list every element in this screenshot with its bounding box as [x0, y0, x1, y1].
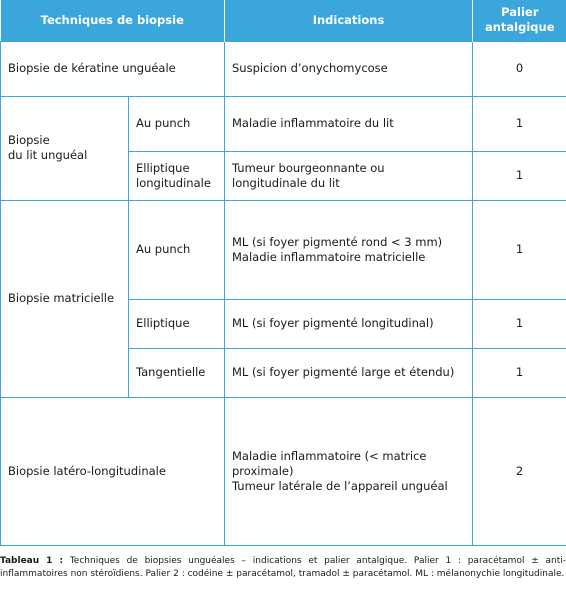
header-indications: Indications: [225, 0, 473, 41]
indication-line2: longitudinale du lit: [232, 175, 340, 190]
indication-cell: [225, 397, 473, 545]
indication-cell: Suspicion d’onychomycose: [225, 41, 473, 96]
subtechnique-cell: Elliptique: [129, 299, 225, 348]
indication-cell: ML (si foyer pigmenté longitudinal): [225, 299, 473, 348]
indication-line1: ML (si foyer pigmenté rond < 3 mm): [232, 234, 443, 249]
technique-cell: Biopsie latéro-longitudinale: [1, 397, 225, 545]
indication-line3: Tumeur latérale de l’appareil unguéal: [232, 478, 448, 493]
palier-cell: 1: [473, 151, 566, 200]
technique-cell: Biopsie de kératine unguéale: [1, 41, 225, 96]
palier-cell: 1: [473, 96, 566, 151]
subtechnique-cell: Au punch: [129, 200, 225, 299]
caption-text: Techniques de biopsies unguéales – indications et palier antalgique. Palier 1 : paracétamol ± anti-inflammatoires non stéroïdiens. Palier 2 : codéine ± paracétamol, tramadol ± paracétamol. ML : mélanonychie longitudinale.: [0, 556, 566, 579]
header-techniques: Techniques de biopsie: [1, 0, 225, 41]
table-row: [1, 96, 566, 151]
indication-cell: ML (si foyer pigmenté large et étendu): [225, 348, 473, 397]
palier-cell: 2: [473, 397, 566, 545]
group-label-line1: Biopsie: [8, 133, 50, 147]
palier-cell: 1: [473, 348, 566, 397]
table-row: [1, 200, 566, 299]
table-header-row: [1, 0, 566, 41]
table-row: [1, 41, 566, 96]
group-label-line2: du lit unguéal: [8, 148, 88, 162]
palier-cell: 0: [473, 41, 566, 96]
indication-line2: Maladie inflammatoire matricielle: [232, 249, 426, 264]
indication-line2: proximale): [232, 463, 294, 478]
header-palier-line2: antalgique: [484, 20, 555, 35]
palier-cell: 1: [473, 299, 566, 348]
subtechnique-cell: Au punch: [129, 96, 225, 151]
indication-cell: Maladie inflammatoire du lit: [225, 96, 473, 151]
subtechnique-cell: [129, 151, 225, 200]
indication-cell: [225, 200, 473, 299]
caption-label: Tableau 1 :: [0, 556, 64, 566]
subtechnique-cell: Tangentielle: [129, 348, 225, 397]
subtechnique-line1: Elliptique: [136, 160, 190, 175]
palier-cell: 1: [473, 200, 566, 299]
indication-line1: Tumeur bourgeonnante ou: [232, 160, 385, 175]
technique-group-cell: Biopsie matricielle: [1, 200, 129, 397]
indication-cell: [225, 151, 473, 200]
subtechnique-line2: longitudinale: [136, 175, 211, 190]
table-caption: [0, 555, 566, 581]
header-palier: [473, 0, 566, 41]
indication-line1: Maladie inflammatoire (< matrice: [232, 448, 427, 463]
technique-group-cell: [1, 96, 129, 200]
header-palier-line1: Palier: [501, 5, 539, 20]
table-row: [1, 397, 566, 545]
